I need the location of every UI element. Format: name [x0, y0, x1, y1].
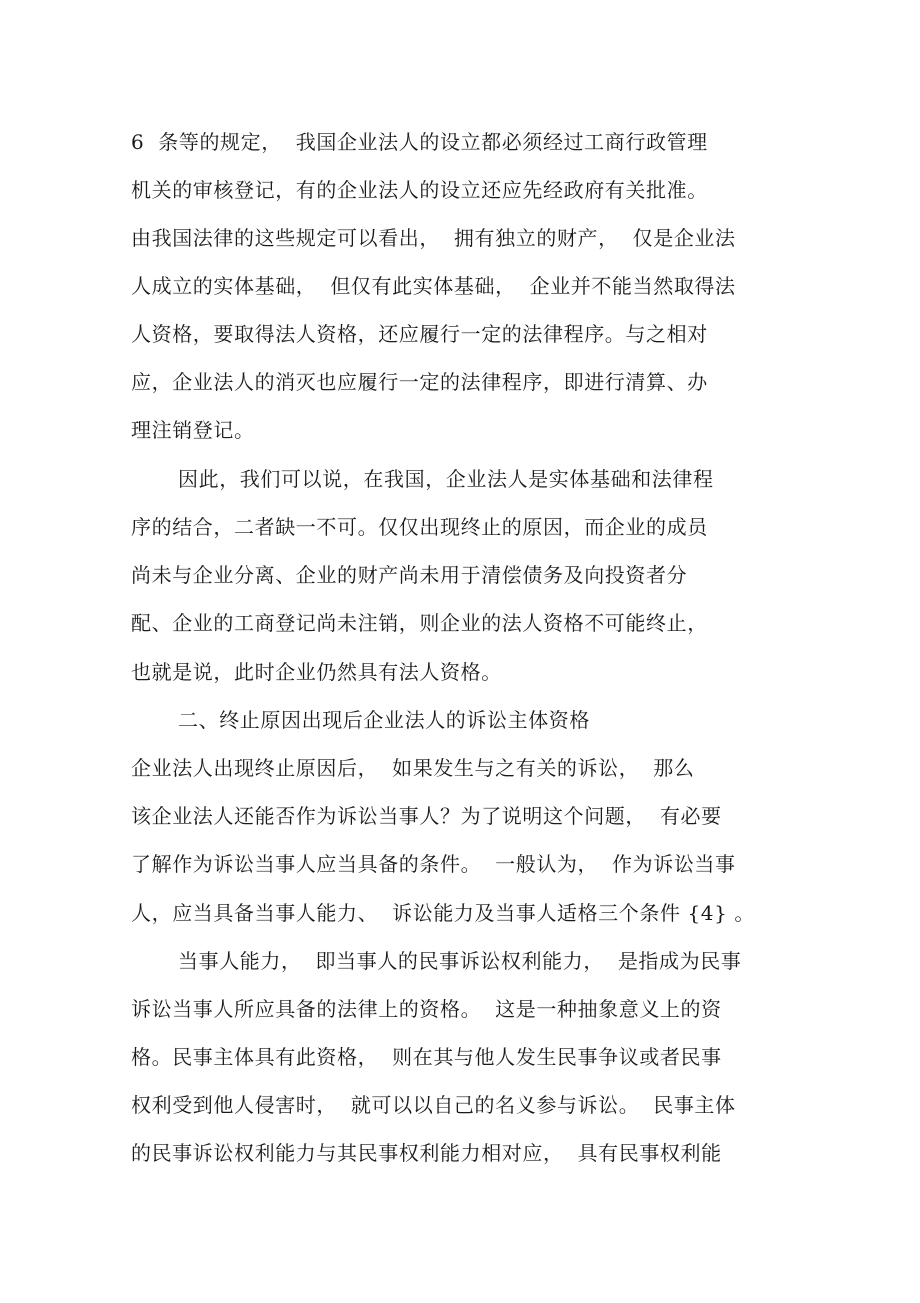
text-line: 理注销登记。 [131, 418, 255, 442]
text-line: 也就是说，此时企业仍然具有法人资格。 [131, 660, 502, 684]
text-line: 人资格，要取得法人资格，还应履行一定的法律程序。与之相对 [131, 322, 708, 346]
text-line: 机关的审核登记，有的企业法人的设立还应先经政府有关批准。 [131, 178, 708, 202]
text-line: 格。民事主体具有此资格， 则在其与他人发生民事争议或者民事 [131, 1045, 722, 1069]
text-line: 人成立的实体基础， 但仅有此实体基础， 企业并不能当然取得法 [131, 274, 736, 298]
text-line: 配、企业的工商登记尚未注销，则企业的法人资格不可能终止， [131, 611, 708, 635]
text-line: 尚未与企业分离、企业的财产尚未用于清偿债务及向投资者分 [131, 563, 688, 587]
text-line: 由我国法律的这些规定可以看出， 拥有独立的财产， 仅是企业法 [131, 226, 736, 250]
text-line: 该企业法人还能否作为诉讼当事人？为了说明这个问题， 有必要 [131, 804, 722, 828]
text-line: 应，企业法人的消灭也应履行一定的法律程序，即进行清算、办 [131, 370, 708, 394]
text-line: 权利受到他人侵害时， 就可以以自己的名义参与诉讼。 民事主体 [131, 1093, 736, 1117]
text-line: 人，应当具备当事人能力、 诉讼能力及当事人适格三个条件 {4} 。 [131, 901, 756, 925]
paragraph-first-line: 当事人能力， 即当事人的民事诉讼权利能力， 是指成为民事 [178, 949, 742, 973]
text-line: 6 条等的规定， 我国企业法人的设立都必须经过工商行政管理 [131, 130, 708, 154]
paragraph-first-line: 因此，我们可以说，在我国，企业法人是实体基础和法律程 [178, 467, 714, 491]
section-heading: 二、终止原因出现后企业法人的诉讼主体资格 [178, 708, 590, 732]
text-line: 诉讼当事人所应具备的法律上的资格。 这是一种抽象意义上的资 [131, 997, 722, 1021]
text-line: 的民事诉讼权利能力与其民事权利能力相对应， 具有民事权利能 [131, 1141, 722, 1165]
text-line: 序的结合，二者缺一不可。仅仅出现终止的原因，而企业的成员 [131, 515, 708, 539]
text-line: 企业法人出现终止原因后， 如果发生与之有关的诉讼， 那么 [131, 756, 695, 780]
text-line: 了解作为诉讼当事人应当具备的条件。 一般认为， 作为诉讼当事 [131, 852, 736, 876]
